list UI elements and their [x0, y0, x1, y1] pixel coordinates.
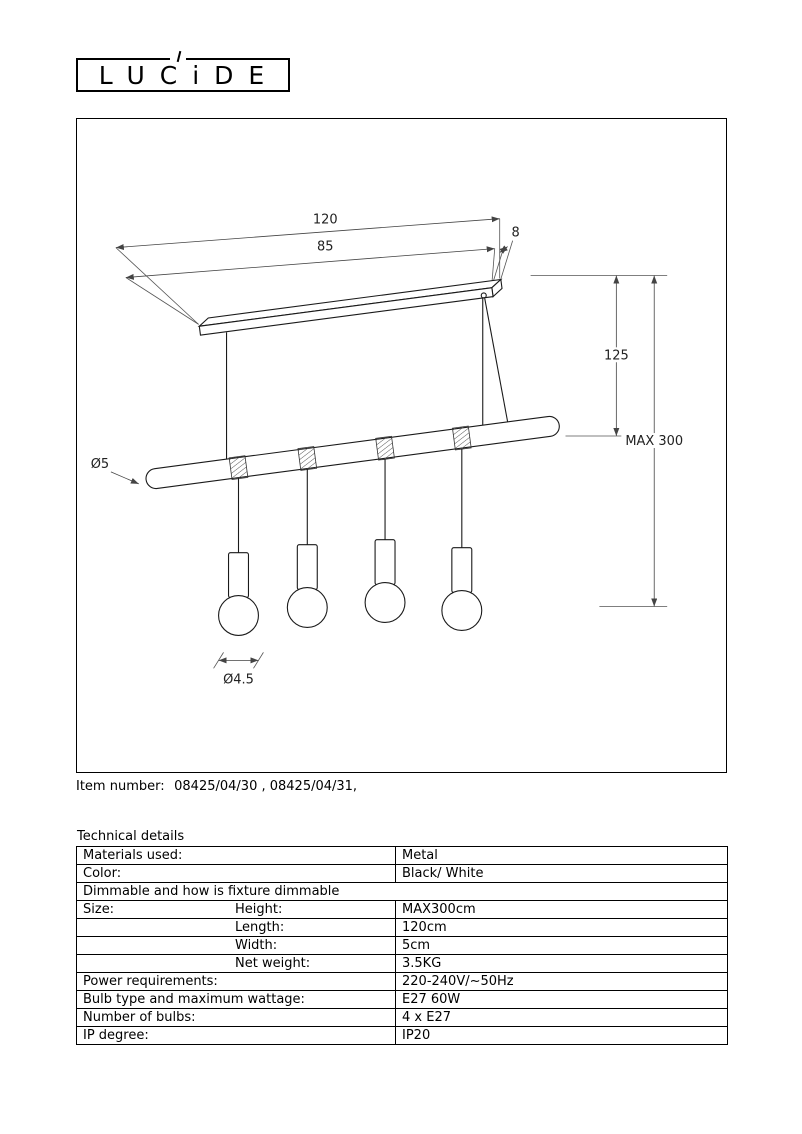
table-row-number-of-bulbs	[77, 1009, 728, 1027]
dim-tube-diameter	[91, 457, 139, 484]
table-row-width	[77, 937, 728, 955]
dim-bulb-diameter	[214, 652, 264, 687]
row-label: Materials used:	[83, 848, 183, 863]
row-value: 5cm	[396, 937, 728, 955]
row-value: Black/ White	[396, 865, 728, 883]
table-row-bulb-type	[77, 991, 728, 1009]
cord-wrap-band	[229, 456, 248, 480]
row-value: 4 x E27	[396, 1009, 728, 1027]
row-value: 3.5KG	[396, 955, 728, 973]
row-sublabel: Net weight:	[235, 956, 311, 971]
row-label: IP degree:	[83, 1028, 149, 1043]
dim-max-height	[599, 276, 687, 607]
item-number-value: 08425/04/30 , 08425/04/31,	[174, 779, 358, 794]
lucide-logo	[76, 58, 290, 92]
socket	[452, 548, 472, 593]
item-number-label: Item number:	[76, 779, 165, 794]
pendant-3	[365, 459, 405, 622]
row-value: E27 60W	[396, 991, 728, 1009]
dim-label-max-300: MAX 300	[625, 434, 684, 450]
socket	[297, 545, 317, 590]
table-row-net-weight	[77, 955, 728, 973]
row-value: 120cm	[396, 919, 728, 937]
row-label: Size:	[83, 902, 115, 917]
row-label: Power requirements:	[83, 974, 218, 989]
row-label: Dimmable and how is fixture dimmable	[77, 883, 728, 901]
table-row-size-height	[77, 901, 728, 919]
row-label: Number of bulbs:	[83, 1010, 196, 1025]
pendant-2	[287, 469, 327, 628]
lamp-tube	[145, 415, 561, 490]
row-value: IP20	[396, 1027, 728, 1045]
table-row-power	[77, 973, 728, 991]
row-value: MAX300cm	[396, 901, 728, 919]
logo-text: LUCiDE	[98, 60, 280, 90]
dim-label-85: 85	[316, 239, 334, 255]
pendant-1	[219, 478, 259, 636]
bulb	[365, 583, 405, 623]
dim-label-bulb-diameter: Ø4.5	[223, 672, 254, 688]
bulb	[442, 591, 482, 631]
socket	[375, 540, 395, 585]
table-row-ip-degree	[77, 1027, 728, 1045]
bulb	[219, 596, 259, 636]
technical-drawing	[76, 118, 727, 773]
ceiling-canopy	[198, 279, 503, 335]
technical-details-table	[76, 846, 728, 1045]
dim-label-8: 8	[511, 225, 520, 241]
cord-wrap-band	[452, 426, 471, 450]
bulb	[287, 588, 327, 628]
socket	[229, 553, 249, 598]
cord-wrap-band	[298, 447, 317, 471]
item-number-row	[76, 779, 357, 794]
table-row-color	[77, 865, 728, 883]
pendant-4	[442, 449, 482, 630]
row-sublabel: Length:	[235, 920, 285, 935]
cord-wrap-band	[376, 436, 395, 460]
dim-canopy-depth	[492, 226, 520, 287]
table-row-materials	[77, 847, 728, 865]
table-row-length	[77, 919, 728, 937]
pendant-lamp-drawing	[77, 119, 726, 772]
dim-label-tube-diameter: Ø5	[90, 456, 110, 472]
dim-label-120: 120	[312, 212, 338, 228]
row-value: Metal	[396, 847, 728, 865]
row-label: Bulb type and maximum wattage:	[83, 992, 305, 1007]
row-sublabel: Height:	[235, 902, 283, 917]
dim-label-125: 125	[603, 348, 629, 364]
row-label: Color:	[83, 866, 122, 881]
table-row-dimmable	[77, 883, 728, 901]
dim-drop-height	[531, 276, 668, 437]
row-value: 220-240V/~50Hz	[396, 973, 728, 991]
row-sublabel: Width:	[235, 938, 278, 953]
technical-details-heading: Technical details	[77, 829, 185, 844]
